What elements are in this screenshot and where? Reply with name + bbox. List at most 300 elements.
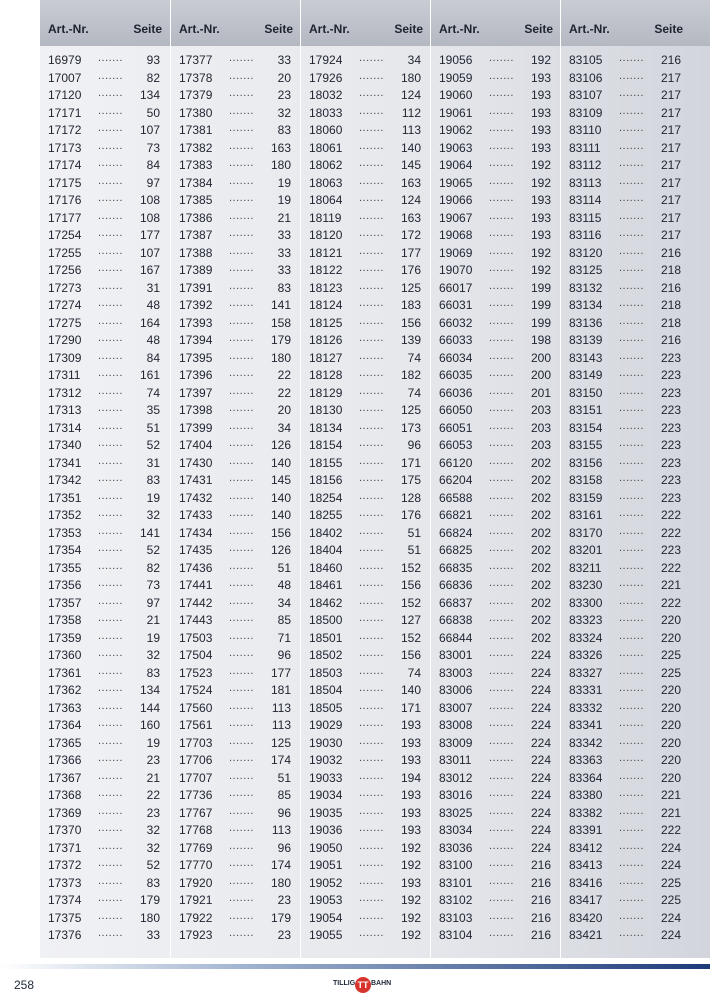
- article-number: 17430: [179, 455, 213, 470]
- page-reference: 224: [530, 683, 551, 697]
- article-number: 18155: [309, 455, 343, 470]
- article-number: 83417: [569, 893, 603, 907]
- page-reference: 225: [660, 665, 681, 680]
- page-reference: 217: [660, 88, 681, 102]
- page-reference: 19: [277, 193, 291, 207]
- leader-dots: .......: [98, 577, 123, 589]
- leader-dots: .......: [489, 892, 514, 904]
- page-reference: 141: [139, 525, 160, 540]
- page-reference: 220: [660, 613, 681, 627]
- leader-dots: .......: [619, 297, 644, 309]
- leader-dots: .......: [98, 524, 123, 537]
- footer-bar: [0, 964, 710, 969]
- article-number: 17359: [48, 630, 82, 645]
- leader-dots: .......: [229, 437, 254, 449]
- article-number: 17736: [179, 788, 213, 802]
- article-number: 18129: [309, 385, 343, 400]
- page-reference: 223: [660, 368, 681, 382]
- article-number: 19055: [309, 928, 343, 942]
- page-reference: 152: [400, 595, 421, 610]
- page-reference: 193: [400, 805, 421, 820]
- page-reference: 224: [660, 858, 681, 872]
- article-number: 17378: [179, 70, 213, 85]
- header-seite: Seite: [654, 22, 683, 36]
- article-number: 17398: [179, 403, 213, 417]
- article-number: 17404: [179, 438, 213, 452]
- page-reference: 82: [146, 70, 160, 85]
- page-reference: 223: [660, 490, 681, 505]
- page-reference: 33: [277, 228, 291, 242]
- article-number: 17120: [48, 88, 82, 102]
- article-number: 17369: [48, 805, 82, 820]
- article-number: 17341: [48, 455, 82, 470]
- column-header: [431, 0, 561, 46]
- page-reference: 176: [400, 508, 421, 522]
- page-reference: 124: [400, 193, 421, 207]
- leader-dots: .......: [489, 577, 514, 589]
- leader-dots: .......: [489, 594, 514, 607]
- page-reference: 193: [400, 788, 421, 802]
- page-reference: 145: [270, 473, 291, 487]
- article-number: 19032: [309, 753, 343, 767]
- article-number: 17389: [179, 263, 213, 277]
- article-number: 83003: [439, 665, 473, 680]
- article-number: 83012: [439, 770, 473, 785]
- article-number: 17340: [48, 438, 82, 452]
- page-number: 258: [14, 978, 35, 992]
- page-reference: 224: [530, 735, 551, 750]
- article-number: 17770: [179, 858, 213, 872]
- leader-dots: .......: [229, 489, 254, 502]
- leader-dots: .......: [229, 279, 254, 292]
- article-number: 17254: [48, 228, 82, 242]
- article-number: 83421: [569, 928, 603, 942]
- leader-dots: .......: [489, 419, 514, 432]
- page-reference: 221: [660, 788, 681, 802]
- leader-dots: .......: [489, 454, 514, 467]
- page-reference: 51: [277, 560, 291, 575]
- leader-dots: .......: [489, 664, 514, 677]
- page-reference: 96: [407, 438, 421, 452]
- header-art-nr: Art.-Nr.: [309, 22, 350, 36]
- page-reference: 193: [530, 228, 551, 242]
- article-number: 17363: [48, 700, 82, 715]
- article-number: 17309: [48, 350, 82, 365]
- index-column: [170, 0, 301, 958]
- page-reference: 83: [277, 280, 291, 295]
- leader-dots: .......: [98, 402, 123, 414]
- article-number: 18505: [309, 700, 343, 715]
- article-number: 18061: [309, 140, 343, 155]
- tillig-logo: [333, 976, 393, 994]
- article-number: 17274: [48, 298, 82, 312]
- article-number: 17433: [179, 508, 213, 522]
- leader-dots: .......: [98, 839, 123, 852]
- page-reference: 140: [270, 455, 291, 470]
- leader-dots: .......: [229, 909, 254, 922]
- article-number: 66120: [439, 455, 473, 470]
- leader-dots: .......: [619, 139, 644, 152]
- page-reference: 198: [530, 333, 551, 347]
- page-reference: 220: [660, 753, 681, 767]
- leader-dots: .......: [229, 682, 254, 694]
- article-number: 19060: [439, 88, 473, 102]
- article-number: 19033: [309, 770, 343, 785]
- article-number: 83211: [569, 560, 602, 575]
- leader-dots: .......: [359, 297, 384, 309]
- leader-dots: .......: [489, 209, 514, 222]
- article-number: 17312: [48, 385, 82, 400]
- article-number: 17357: [48, 595, 82, 610]
- leader-dots: .......: [229, 262, 254, 274]
- page-reference: 71: [277, 630, 291, 645]
- leader-dots: .......: [619, 52, 644, 64]
- page-reference: 216: [660, 245, 681, 260]
- leader-dots: .......: [619, 629, 644, 642]
- article-number: 83149: [569, 368, 603, 382]
- article-number: 17176: [48, 193, 82, 207]
- article-number: 17255: [48, 245, 82, 260]
- page-reference: 96: [277, 840, 291, 855]
- page-reference: 174: [270, 858, 291, 872]
- article-number: 17364: [48, 718, 82, 732]
- leader-dots: .......: [619, 314, 644, 327]
- page-reference: 221: [660, 805, 681, 820]
- article-number: 17354: [48, 543, 82, 557]
- article-number: 17375: [48, 910, 82, 925]
- page-reference: 23: [146, 805, 160, 820]
- page-reference: 217: [660, 193, 681, 207]
- page-reference: 225: [660, 875, 681, 890]
- leader-dots: .......: [489, 262, 514, 274]
- article-number: 17384: [179, 175, 213, 190]
- index-column: [40, 0, 170, 958]
- article-number: 66837: [439, 595, 473, 610]
- leader-dots: .......: [619, 769, 644, 782]
- article-number: 17256: [48, 263, 82, 277]
- article-number: 19070: [439, 263, 473, 277]
- article-number: 17352: [48, 508, 82, 522]
- page-reference: 200: [530, 368, 551, 382]
- leader-dots: .......: [489, 524, 514, 537]
- leader-dots: .......: [98, 472, 123, 484]
- index-row: [561, 927, 691, 945]
- page-reference: 33: [277, 245, 291, 260]
- article-number: 83006: [439, 683, 473, 697]
- article-number: 83151: [569, 403, 603, 417]
- article-number: 83107: [569, 88, 603, 102]
- leader-dots: .......: [489, 174, 514, 187]
- leader-dots: .......: [619, 874, 644, 887]
- article-number: 17380: [179, 105, 213, 120]
- article-number: 66050: [439, 403, 473, 417]
- page-reference: 193: [400, 823, 421, 837]
- leader-dots: .......: [619, 367, 644, 379]
- article-number: 17921: [179, 893, 213, 907]
- page-reference: 163: [400, 175, 421, 190]
- leader-dots: .......: [98, 752, 123, 764]
- article-number: 66036: [439, 385, 473, 400]
- leader-dots: .......: [359, 787, 384, 799]
- page-reference: 224: [660, 910, 681, 925]
- leader-dots: .......: [359, 192, 384, 204]
- page-reference: 224: [530, 648, 551, 662]
- article-number: 66031: [439, 298, 473, 312]
- leader-dots: .......: [229, 314, 254, 327]
- article-number: 66017: [439, 280, 473, 295]
- leader-dots: .......: [98, 349, 123, 362]
- page-reference: 216: [530, 910, 551, 925]
- leader-dots: .......: [619, 909, 644, 922]
- page-reference: 199: [530, 315, 551, 330]
- page-reference: 33: [146, 928, 160, 942]
- article-number: 83105: [569, 53, 603, 67]
- leader-dots: .......: [619, 157, 644, 169]
- page-reference: 167: [139, 263, 160, 277]
- leader-dots: .......: [229, 122, 254, 134]
- page-reference: 48: [277, 578, 291, 592]
- column-rows: [40, 52, 170, 945]
- page-reference: 113: [401, 123, 421, 137]
- page-reference: 23: [277, 88, 291, 102]
- page-reference: 180: [139, 910, 160, 925]
- leader-dots: .......: [359, 332, 384, 344]
- leader-dots: .......: [359, 594, 384, 607]
- leader-dots: .......: [229, 664, 254, 677]
- page-reference: 217: [660, 140, 681, 155]
- leader-dots: .......: [98, 822, 123, 834]
- leader-dots: .......: [359, 734, 384, 747]
- article-number: 17442: [179, 595, 213, 610]
- page-reference: 177: [270, 665, 291, 680]
- article-number: 83101: [439, 875, 473, 890]
- leader-dots: .......: [489, 104, 514, 117]
- leader-dots: .......: [359, 577, 384, 589]
- article-number: 19051: [309, 858, 343, 872]
- article-number: 17367: [48, 770, 82, 785]
- page-reference: 23: [277, 893, 291, 907]
- page-reference: 177: [400, 245, 421, 260]
- page-reference: 203: [530, 403, 551, 417]
- leader-dots: .......: [98, 612, 123, 624]
- page-reference: 50: [146, 105, 160, 120]
- article-number: 17373: [48, 875, 82, 890]
- article-number: 83109: [569, 105, 603, 120]
- leader-dots: .......: [229, 244, 254, 257]
- article-number: 83364: [569, 770, 603, 785]
- article-number: 18254: [309, 490, 343, 505]
- article-number: 19053: [309, 893, 343, 907]
- article-number: 66825: [439, 543, 473, 557]
- article-number: 17703: [179, 735, 213, 750]
- leader-dots: .......: [489, 332, 514, 344]
- article-number: 18130: [309, 403, 343, 417]
- page-reference: 74: [407, 385, 421, 400]
- leader-dots: .......: [489, 297, 514, 309]
- page-reference: 216: [530, 893, 551, 907]
- column-header: [171, 0, 301, 46]
- article-number: 18402: [309, 525, 343, 540]
- column-header: [301, 0, 431, 46]
- article-number: 83331: [569, 683, 603, 697]
- page-reference: 85: [277, 788, 291, 802]
- article-number: 19062: [439, 123, 473, 137]
- article-number: 83382: [569, 805, 603, 820]
- leader-dots: .......: [619, 437, 644, 449]
- article-number: 17174: [48, 158, 82, 172]
- article-number: 17387: [179, 228, 213, 242]
- leader-dots: .......: [98, 664, 123, 677]
- page-reference: 83: [146, 875, 160, 890]
- page-reference: 202: [530, 578, 551, 592]
- article-number: 83230: [569, 578, 603, 592]
- article-number: 17366: [48, 753, 82, 767]
- page-reference: 31: [146, 280, 160, 295]
- article-number: 83170: [569, 525, 603, 540]
- page-reference: 222: [660, 525, 681, 540]
- leader-dots: .......: [229, 804, 254, 817]
- article-number: 18134: [309, 420, 343, 435]
- page-reference: 183: [400, 298, 421, 312]
- page-reference: 21: [146, 613, 160, 627]
- article-number: 17504: [179, 648, 213, 662]
- article-number: 19029: [309, 718, 343, 732]
- article-number: 18064: [309, 193, 343, 207]
- leader-dots: .......: [229, 454, 254, 467]
- leader-dots: .......: [98, 454, 123, 467]
- page-reference: 96: [277, 648, 291, 662]
- leader-dots: .......: [229, 577, 254, 589]
- leader-dots: .......: [489, 489, 514, 502]
- leader-dots: .......: [619, 822, 644, 834]
- page-reference: 224: [530, 753, 551, 767]
- page-reference: 107: [139, 123, 160, 137]
- article-number: 66588: [439, 490, 473, 505]
- leader-dots: .......: [359, 542, 384, 554]
- leader-dots: .......: [359, 157, 384, 169]
- leader-dots: .......: [489, 244, 514, 257]
- leader-dots: .......: [359, 209, 384, 222]
- leader-dots: .......: [359, 244, 384, 257]
- page-reference: 19: [146, 630, 160, 645]
- page-reference: 19: [277, 175, 291, 190]
- article-number: 83120: [569, 245, 603, 260]
- page-reference: 216: [660, 280, 681, 295]
- article-number: 19061: [439, 105, 473, 120]
- leader-dots: .......: [98, 647, 123, 659]
- leader-dots: .......: [489, 472, 514, 484]
- page-reference: 179: [139, 893, 160, 907]
- page-reference: 224: [660, 928, 681, 942]
- leader-dots: .......: [229, 892, 254, 904]
- leader-dots: .......: [229, 52, 254, 64]
- page-reference: 203: [530, 420, 551, 435]
- column-rows: [171, 52, 301, 945]
- leader-dots: .......: [229, 209, 254, 222]
- article-number: 17769: [179, 840, 213, 855]
- leader-dots: .......: [489, 734, 514, 747]
- page-reference: 174: [270, 753, 291, 767]
- leader-dots: .......: [619, 542, 644, 554]
- page-reference: 163: [400, 210, 421, 225]
- article-number: 83416: [569, 875, 603, 890]
- page-reference: 83: [146, 665, 160, 680]
- article-number: 17385: [179, 193, 213, 207]
- article-number: 83201: [569, 543, 603, 557]
- leader-dots: .......: [489, 542, 514, 554]
- page-reference: 223: [660, 420, 681, 435]
- leader-dots: .......: [619, 717, 644, 729]
- page-reference: 193: [400, 753, 421, 767]
- leader-dots: .......: [489, 367, 514, 379]
- article-number: 83025: [439, 805, 473, 820]
- page-reference: 97: [146, 175, 160, 190]
- header-art-nr: Art.-Nr.: [179, 22, 220, 36]
- page-reference: 171: [400, 700, 421, 715]
- page-reference: 222: [660, 560, 681, 575]
- leader-dots: .......: [619, 419, 644, 432]
- page-reference: 156: [400, 648, 421, 662]
- leader-dots: .......: [359, 752, 384, 764]
- article-number: 83111: [569, 140, 601, 155]
- page-reference: 140: [400, 140, 421, 155]
- leader-dots: .......: [229, 332, 254, 344]
- page-reference: 180: [400, 70, 421, 85]
- leader-dots: .......: [619, 192, 644, 204]
- article-number: 18128: [309, 368, 343, 382]
- leader-dots: .......: [619, 594, 644, 607]
- article-number: 19056: [439, 53, 473, 67]
- leader-dots: .......: [359, 122, 384, 134]
- leader-dots: .......: [619, 279, 644, 292]
- leader-dots: .......: [619, 349, 644, 362]
- article-number: 18460: [309, 560, 343, 575]
- leader-dots: .......: [98, 314, 123, 327]
- article-number: 83115: [569, 210, 602, 225]
- leader-dots: .......: [359, 822, 384, 834]
- page-reference: 192: [530, 175, 551, 190]
- page-reference: 202: [530, 613, 551, 627]
- article-number: 17524: [179, 683, 213, 697]
- leader-dots: .......: [359, 769, 384, 782]
- article-number: 83158: [569, 473, 603, 487]
- article-number: 83001: [439, 648, 473, 662]
- page-reference: 217: [660, 70, 681, 85]
- page-reference: 193: [400, 735, 421, 750]
- page-reference: 113: [271, 718, 291, 732]
- page-reference: 217: [660, 158, 681, 172]
- index-row: [431, 927, 561, 945]
- article-number: 17393: [179, 315, 213, 330]
- leader-dots: .......: [359, 717, 384, 729]
- article-number: 83139: [569, 333, 603, 347]
- article-number: 66844: [439, 630, 473, 645]
- leader-dots: .......: [359, 139, 384, 152]
- article-number: 17355: [48, 560, 82, 575]
- article-number: 17314: [48, 420, 82, 435]
- article-number: 17395: [179, 350, 213, 365]
- article-number: 18119: [309, 210, 342, 225]
- article-number: 83102: [439, 893, 473, 907]
- page-reference: 193: [530, 140, 551, 155]
- header-art-nr: Art.-Nr.: [48, 22, 89, 36]
- page-reference: 33: [277, 53, 291, 67]
- leader-dots: .......: [229, 174, 254, 187]
- page-reference: 192: [400, 893, 421, 907]
- page-reference: 163: [270, 140, 291, 155]
- page-reference: 221: [660, 578, 681, 592]
- leader-dots: .......: [229, 139, 254, 152]
